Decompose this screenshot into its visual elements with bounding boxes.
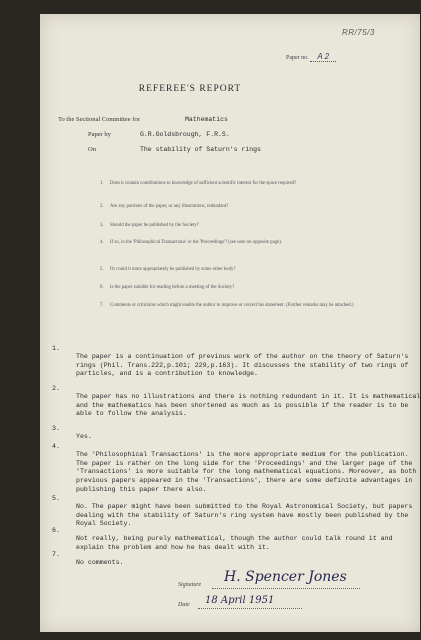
- answer-number: 1.: [52, 344, 60, 352]
- question-number: 3.: [100, 223, 104, 228]
- question-item: [100, 302, 360, 309]
- question-item: [100, 203, 360, 210]
- report-sheet: [40, 14, 420, 632]
- question-number: 4.: [100, 240, 104, 245]
- signature-label: Signature: [178, 582, 202, 588]
- answer-text: The paper is a continuation of previous work of the author on the theory of Saturn's rings (Phil. Trans.222,p.101; 229,p.163). It discusses the stability of two rings of particles, and is a contribution to knowledge.: [76, 353, 409, 378]
- question-text: Should the paper be published by the Society?: [110, 223, 199, 228]
- question-text: Or could it more appropriately be published by some other body?: [110, 267, 236, 272]
- paper-number: [286, 52, 336, 62]
- answer-number: 7.: [52, 550, 60, 558]
- on-label: On: [88, 146, 96, 153]
- answer-item: [52, 542, 421, 567]
- answer-item: [52, 376, 421, 418]
- question-text: Does it contain contributions to knowledge of sufficient scientific interest for the space required?: [110, 181, 297, 186]
- answer-item: [52, 486, 421, 528]
- date-label: Date: [178, 602, 190, 608]
- answer-text: The 'Philosophical Transactions' is the more appropriate medium for the publication. The paper is rather on the long side for the 'Proceedings' and the larger page of the 'Transactions' is more suitable for the long mathematical equations. Moreover, as both previous papers appeared in the 'Transactions', there are some definite advantages in publishing this paper there also.: [76, 451, 417, 493]
- paper-number-label: Paper no.: [286, 55, 309, 61]
- question-text: Is the paper suitable for reading before a meeting of the Society?: [110, 285, 235, 290]
- question-number: 2.: [100, 204, 104, 209]
- answer-text: The paper has no illustrations and there is nothing redundant in it. It is mathematical and the mathematics has been shortened as much as is possible if the reader is to be able to follow the analysis.: [76, 393, 421, 418]
- question-item: [100, 284, 360, 291]
- on-value: The stability of Saturn's rings: [140, 146, 261, 153]
- question-number: 1.: [100, 181, 104, 186]
- question-text: Are any portions of the paper, or any illustrations, redundant?: [110, 204, 229, 209]
- question-item: [100, 266, 360, 273]
- paper-by-label: Paper by: [88, 131, 111, 138]
- signature: H. Spencer Jones: [224, 569, 347, 585]
- answer-number: 3.: [52, 424, 60, 432]
- answer-item: [52, 518, 421, 551]
- signature-line: [212, 588, 360, 589]
- answer-item: [52, 416, 421, 441]
- question-item: [100, 239, 360, 246]
- answer-text: Not really, being purely mathematical, though the author could talk round it and explain the problem and how he has dealt with it.: [76, 535, 393, 551]
- archive-reference: RR/75/3: [342, 28, 375, 37]
- question-item: [100, 222, 360, 229]
- answer-text: Yes.: [76, 433, 92, 441]
- question-item: [100, 180, 360, 187]
- question-text: Comments or criticisms which might enable the author to improve or correct his statement. (Further remarks may be attached.): [110, 303, 354, 308]
- answer-number: 4.: [52, 442, 60, 450]
- committee-value: Mathematics: [185, 116, 228, 123]
- answer-number: 5.: [52, 494, 60, 502]
- answer-item: [52, 434, 421, 493]
- question-text: If so, in the 'Philosophical Transactions' or the 'Proceedings'? (see note on opposite page).: [110, 240, 282, 245]
- page-title: REFEREE'S REPORT: [138, 84, 242, 94]
- question-number: 7.: [100, 303, 104, 308]
- question-number: 5.: [100, 267, 104, 272]
- answer-item: [52, 336, 421, 378]
- date-value: 18 April 1951: [205, 595, 275, 606]
- answer-text: No comments.: [76, 559, 124, 567]
- paper-number-value: A 2: [310, 52, 336, 62]
- answer-number: 6.: [52, 526, 60, 534]
- answer-text: No. The paper might have been submitted to the Royal Astronomical Society, but papers dealing with the stability of Saturn's ring system have mostly been published by the Royal Society.: [76, 503, 413, 528]
- date-line: [198, 608, 302, 609]
- committee-label: To the Sectional Committee for: [58, 116, 140, 123]
- question-number: 6.: [100, 285, 104, 290]
- answer-number: 2.: [52, 384, 60, 392]
- paper-by-value: G.R.Goldsbrough, F.R.S.: [140, 131, 230, 138]
